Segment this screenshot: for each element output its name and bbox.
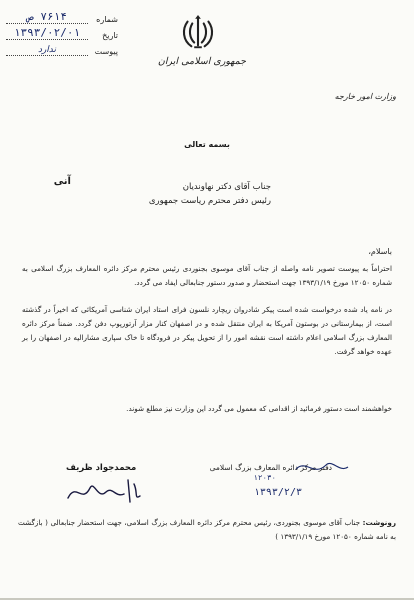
date-label: تاریخ <box>102 31 118 40</box>
body-paragraph-1: احتراماً به پیوست تصویر نامه واصله از جناب آقای موسوی بجنوردی رئیس محترم مرکز دائره المعارف بزرگ اسلامی به شماره ۱۲۰۵۰ مورخ ۱۳۹۳/۱/۱۹ جهت استحضار و صدور دستور جنابعالی ایفاد می گردد. <box>22 264 392 287</box>
meta-attachment-row <box>6 40 118 56</box>
meta-date-row <box>6 24 118 40</box>
government-title: جمهوری اسلامی ایران <box>157 56 247 67</box>
stamp-date: ۱۳۹۳/۲/۳ <box>253 487 302 498</box>
stamp-org: دفتر مرکز دائره المعارف بزرگ اسلامی <box>209 463 332 472</box>
number-value: ۷۶۱۴ ص <box>6 10 88 24</box>
body-paragraph-3: خواهشمند است دستور فرمائید از اقدامی که معمول می گردد این وزارت نیز مطلع شوند. <box>126 404 392 413</box>
recipient-title: رئیس دفتر محترم ریاست جمهوری <box>148 196 271 206</box>
attachment-value: ندارد <box>6 45 88 56</box>
letter-meta <box>6 8 118 56</box>
greeting: باسلام، <box>368 247 392 256</box>
date-value: ۱۳۹۳/۰۲/۰۱ <box>6 26 88 40</box>
initials-mark <box>292 455 352 479</box>
signature-mark <box>64 474 144 508</box>
ministry-name: وزارت امور خارجه <box>334 92 396 101</box>
iran-emblem-icon <box>179 14 217 52</box>
recipient-block <box>149 180 271 208</box>
number-label: شماره <box>96 15 118 24</box>
stamp-number: ۱۲۰۳۰ <box>253 473 276 482</box>
copy-notice <box>18 516 396 544</box>
honorific: آنی <box>53 176 71 187</box>
bismillah-heading: بسمه تعالی <box>184 140 230 149</box>
cc-label: رونوشت: <box>362 518 396 527</box>
attachment-label: پیوست <box>94 47 118 56</box>
body-paragraph-2: در نامه یاد شده درخواست شده است پیکر شادروان ریچارد نلسون فرای استاد ایران شناسی آمریکائی که اخیراً در گذشته است، از بیمارستانی در بوستون آمریکا به ایران منتقل شده و در اصفهان کنار مزار آرتورپوپ دفن گردد. ضمناً مرکز دائره المعارف بزرگ اسلامی اعلام داشته است نقشه امور را از تحویل پیکر در فرودگاه تا خاک سپاری مشارالیه در اصفهان را بر عهده خواهد گرفت. <box>22 305 392 356</box>
meta-number-row <box>6 8 118 24</box>
cc-text: جناب آقای موسوی بجنوردی، رئیس محترم مرکز دائره المعارف بزرگ اسلامی، جهت استحضار جنابعالی ( بازگشت به نامه شماره ۱۲۰۵۰ مورخ ۱۳۹۳/۱/۱۹ ) <box>18 518 396 541</box>
recipient-name: جناب آقای دکتر نهاوندیان <box>182 182 271 192</box>
signer-name: محمدجواد ظریف <box>66 463 137 473</box>
